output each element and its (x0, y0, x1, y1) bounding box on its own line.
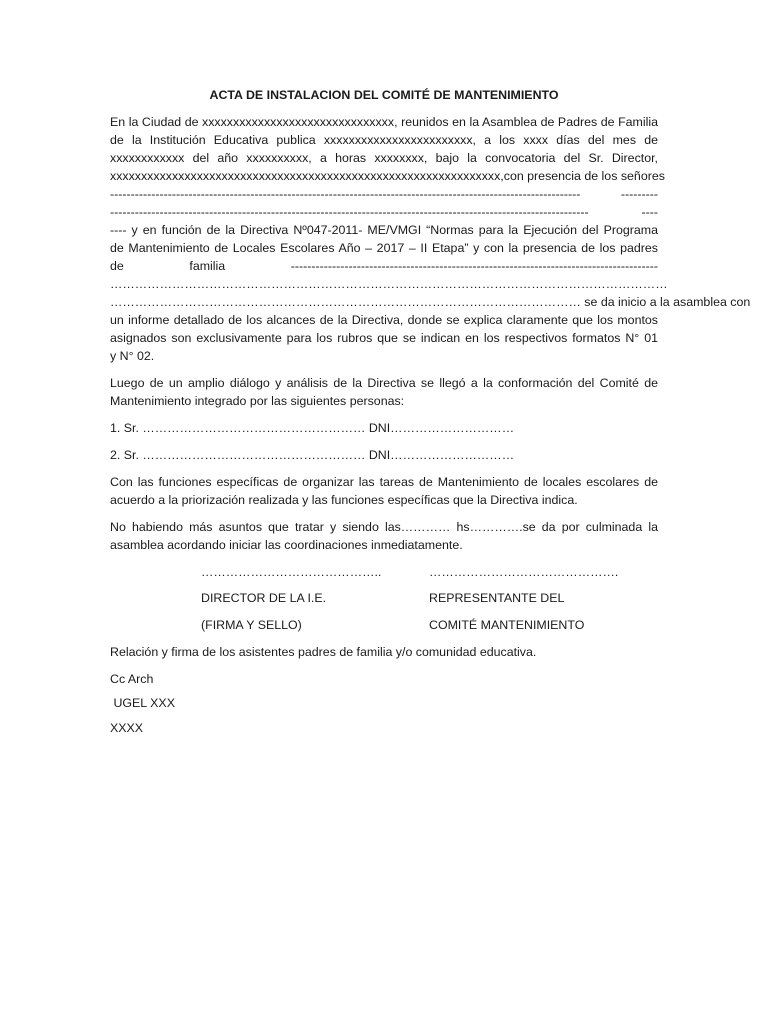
signature-note-committee: COMITÉ MANTENIMIENTO (429, 618, 585, 632)
paragraph-3-line-2: acuerdo a la priorización realizada y las funciones específicas que la Directiva indica. (110, 493, 578, 507)
paragraph-1-line-10: ……………………………………………………………………………………………………………………… (110, 277, 668, 291)
paragraph-1-line-3: xxxxxxxxxxxx del año xxxxxxxxxx, a horas xxxxxxxx, bajo la convocatoria del Sr. Director, (110, 151, 658, 165)
cc-xxxx: XXXX (110, 721, 144, 735)
paragraph-1-line-9: de familia ----------------------------------------------------------------------------------------- (110, 259, 658, 273)
paragraph-1-line-14: y N° 02. (110, 349, 155, 363)
paragraph-2-line-1: Luego de un amplio diálogo y análisis de la Directiva se llegó a la conformación del Comité de (110, 376, 658, 390)
document-title: ACTA DE INSTALACION DEL COMITÉ DE MANTENIMIENTO (209, 88, 559, 102)
cc-archive: Cc Arch (110, 672, 154, 686)
paragraph-2-line-2: Mantenimiento integrado por las siguientes personas: (110, 394, 405, 408)
paragraph-1-line-12: un informe detallado de los alcances de la Directiva, donde se explica claramente que los montos (110, 313, 658, 327)
signature-label-director: DIRECTOR DE LA I.E. (201, 591, 327, 605)
paragraph-4-line-1: No habiendo más asuntos que tratar y siendo las………… hs………….se da por culminada la (110, 520, 658, 534)
paragraph-1-line-1: En la Ciudad de xxxxxxxxxxxxxxxxxxxxxxxxxxxxxxx, reunidos en la Asamblea de Padres de Familia (110, 115, 658, 129)
paragraph-4-line-2: asamblea acordando iniciar las coordinaciones inmediatamente. (110, 538, 463, 552)
paragraph-1-line-11: …………………………………………………………………………………………………… se da inicio a la asamblea con (110, 295, 751, 309)
attendees-relation-line: Relación y firma de los asistentes padres de familia y/o comunidad educativa. (110, 645, 537, 659)
signature-line-director: …………………………………….. (201, 565, 382, 579)
signature-note-director: (FIRMA Y SELLO) (201, 618, 302, 632)
paragraph-1-line-5: ------------------------------------------------------------------------------------------------------------------ --------- (110, 187, 658, 201)
paragraph-1-line-4: xxxxxxxxxxxxxxxxxxxxxxxxxxxxxxxxxxxxxxxxxxxxxxxxxxxxxxxxxxxxxxx,con presencia de los señores (110, 169, 665, 183)
paragraph-1-line-13: asignados son exclusivamente para los rubros que se indican en los respectivos formatos N° 01 (110, 331, 658, 345)
cc-ugel: UGEL XXX (110, 696, 175, 710)
paragraph-1-line-7: ---- y en función de la Directiva Nº047-2011- ME/VMGI “Normas para la Ejecución del Programa (110, 223, 658, 237)
member-1-line: 1. Sr. ……………………………………………… DNI………………………… (110, 421, 515, 435)
signature-label-representative: REPRESENTANTE DEL (429, 591, 565, 605)
paragraph-1-line-2: de la Institución Educativa publica xxxxxxxxxxxxxxxxxxxxxxxx, a los xxxx días del mes de (110, 133, 658, 147)
paragraph-1-line-6: -------------------------------------------------------------------------------------------------------------------- ---- (110, 205, 658, 219)
member-2-line: 2. Sr. ……………………………………………… DNI………………………… (110, 448, 515, 462)
signature-line-representative: ………………………………………. (429, 565, 619, 579)
paragraph-3-line-1: Con las funciones específicas de organizar las tareas de Mantenimiento de locales escolares de (110, 475, 658, 489)
paragraph-1-line-8: de Mantenimiento de Locales Escolares Año – 2017 – II Etapa” y con la presencia de los padres (110, 241, 658, 255)
